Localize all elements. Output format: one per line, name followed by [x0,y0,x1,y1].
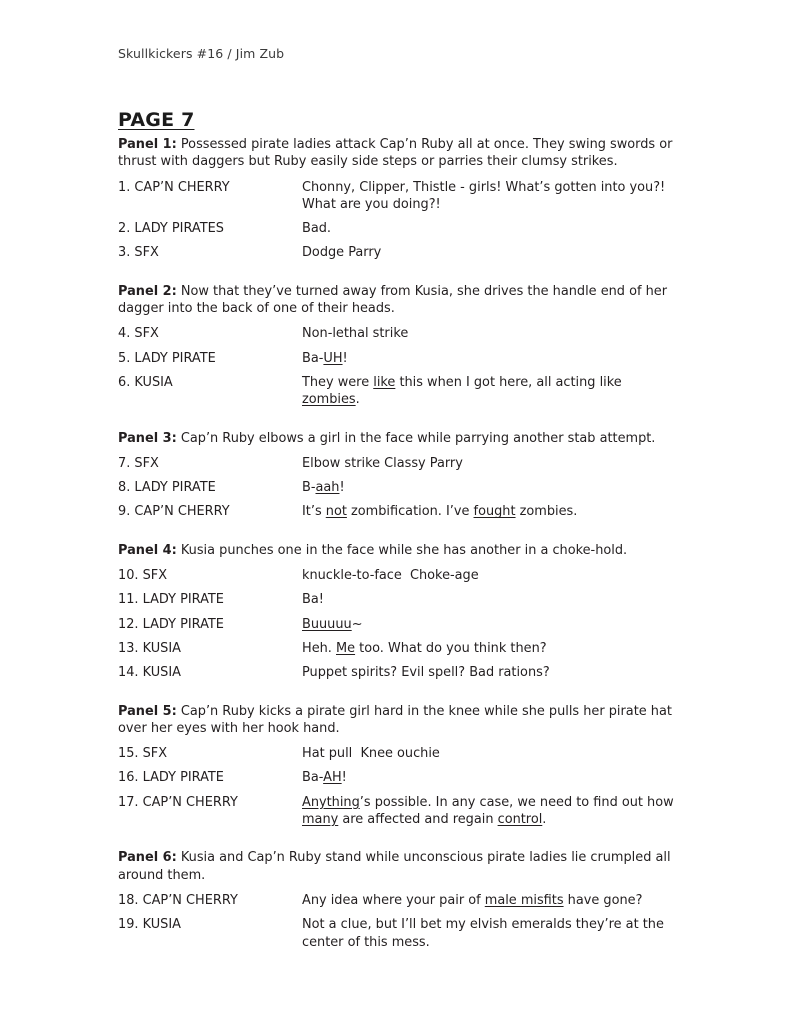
dialogue-text: Ba! [302,592,324,608]
panel-description [118,136,678,171]
speaker-label: 2. LADY PIRATES [118,221,224,237]
speaker-label: 3. SFX [118,245,159,261]
panel-description [118,703,678,738]
panel-description-text: Kusia and Cap’n Ruby stand while unconscious pirate ladies lie crumpled all around them. [118,850,671,883]
speaker-label: 11. LADY PIRATE [118,592,224,608]
speaker-label: 13. KUSIA [118,640,181,656]
panel-label: Panel 2: [118,283,177,299]
dialogue-text: Ba-AH! [302,770,347,786]
dialogue-text: Chonny, Clipper, Thistle - girls! What’s gotten into you?! What are you doing?! [302,179,670,212]
dialogue-text: They were like this when I got here, all acting like zombies. [302,374,626,408]
dialogue-line [118,374,678,409]
dialogue-lines [118,567,678,681]
speaker-label: 8. LADY PIRATE [118,480,216,496]
dialogue-text: Hat pull Knee ouchie [302,746,440,762]
speaker-label: 16. LADY PIRATE [118,770,224,786]
panel-description-text: Now that they’ve turned away from Kusia, she drives the handle end of her dagger into the back of one of their heads. [118,283,667,317]
speaker-label: 10. SFX [118,568,168,584]
dialogue-text: B-aah! [302,480,345,496]
dialogue-text: Bad. [302,221,332,237]
panel-description [118,283,678,318]
panel-description-text: Possessed pirate ladies attack Cap’n Ruby all at once. They swing swords or thrust with daggers but Ruby easily side steps or parries their clumsy strikes. [118,137,673,170]
panel-label: Panel 4: [118,542,177,558]
dialogue-line [118,664,678,681]
dialogue-text: Not a clue, but I’ll bet my elvish emeralds they’re at the center of this mess. [302,917,668,950]
dialogue-line [118,179,678,214]
panel-label: Panel 5: [118,703,177,719]
dialogue-line [118,503,678,520]
dialogue-line [118,745,678,762]
dialogue-line [118,479,678,496]
dialogue-text: Heh. Me too. What do you think then? [302,640,547,656]
panel-description-text: Cap’n Ruby kicks a pirate girl hard in the knee while she pulls her pirate hat over her eyes with her hook hand. [118,703,672,736]
panel-description-text: Kusia punches one in the face while she has another in a choke-hold. [176,542,628,558]
dialogue-line [118,455,678,472]
dialogue-line [118,769,678,786]
dialogue-line [118,220,678,237]
panel-label: Panel 1: [118,137,177,152]
dialogue-text: Non-lethal strike [302,326,409,342]
dialogue-text: Any idea where your pair of male misfits have gone? [302,892,643,908]
panel-block [118,136,678,262]
panel-description [118,849,678,884]
dialogue-line [118,616,678,633]
dialogue-line [118,794,678,829]
dialogue-lines [118,745,678,828]
dialogue-line [118,244,678,261]
panel-description [118,430,678,447]
speaker-label: 19. KUSIA [118,917,181,933]
speaker-label: 14. KUSIA [118,665,181,681]
panel-label: Panel 3: [118,430,177,446]
document-header: Skullkickers #16 / Jim Zub [118,46,285,61]
panel-block [118,283,678,409]
panel-label: Panel 6: [118,850,177,866]
speaker-label: 12. LADY PIRATE [118,616,224,632]
dialogue-text: Buuuuu~ [302,616,363,632]
speaker-label: 1. CAP’N CHERRY [118,179,230,195]
speaker-label: 17. CAP’N CHERRY [118,794,238,810]
dialogue-text: It’s not zombification. I’ve fought zombies. [302,504,578,520]
panel-description-text: Cap’n Ruby elbows a girl in the face while parrying another stab attempt. [176,430,656,446]
speaker-label: 18. CAP’N CHERRY [118,892,238,908]
dialogue-line [118,591,678,608]
script-body [118,108,678,951]
dialogue-lines [118,455,678,521]
page-heading-wrapper [118,108,678,136]
dialogue-line [118,325,678,342]
panel-block [118,542,678,682]
dialogue-text: Anything’s possible. In any case, we need to find out how many are affected and regain control. [302,794,678,828]
speaker-label: 15. SFX [118,746,168,762]
panel-description [118,542,678,559]
dialogue-line [118,350,678,367]
speaker-label: 9. CAP’N CHERRY [118,504,230,520]
speaker-label: 4. SFX [118,326,159,342]
panel-block [118,430,678,521]
dialogue-line [118,567,678,584]
dialogue-text: Ba-UH! [302,350,348,366]
dialogue-lines [118,179,678,262]
dialogue-lines [118,892,678,951]
dialogue-text: Elbow strike Classy Parry [302,455,463,471]
dialogue-line [118,640,678,657]
dialogue-line [118,892,678,909]
dialogue-text: Puppet spirits? Evil spell? Bad rations? [302,665,550,681]
speaker-label: 6. KUSIA [118,374,173,390]
speaker-label: 5. LADY PIRATE [118,350,216,366]
speaker-label: 7. SFX [118,455,159,471]
dialogue-text: Dodge Parry [302,245,382,261]
panel-block [118,703,678,829]
panel-block [118,849,678,950]
dialogue-lines [118,325,678,408]
page-title: PAGE 7 [118,109,195,131]
dialogue-line [118,916,678,951]
panel-list [118,136,678,951]
dialogue-text: knuckle-to-face Choke-age [302,568,479,584]
